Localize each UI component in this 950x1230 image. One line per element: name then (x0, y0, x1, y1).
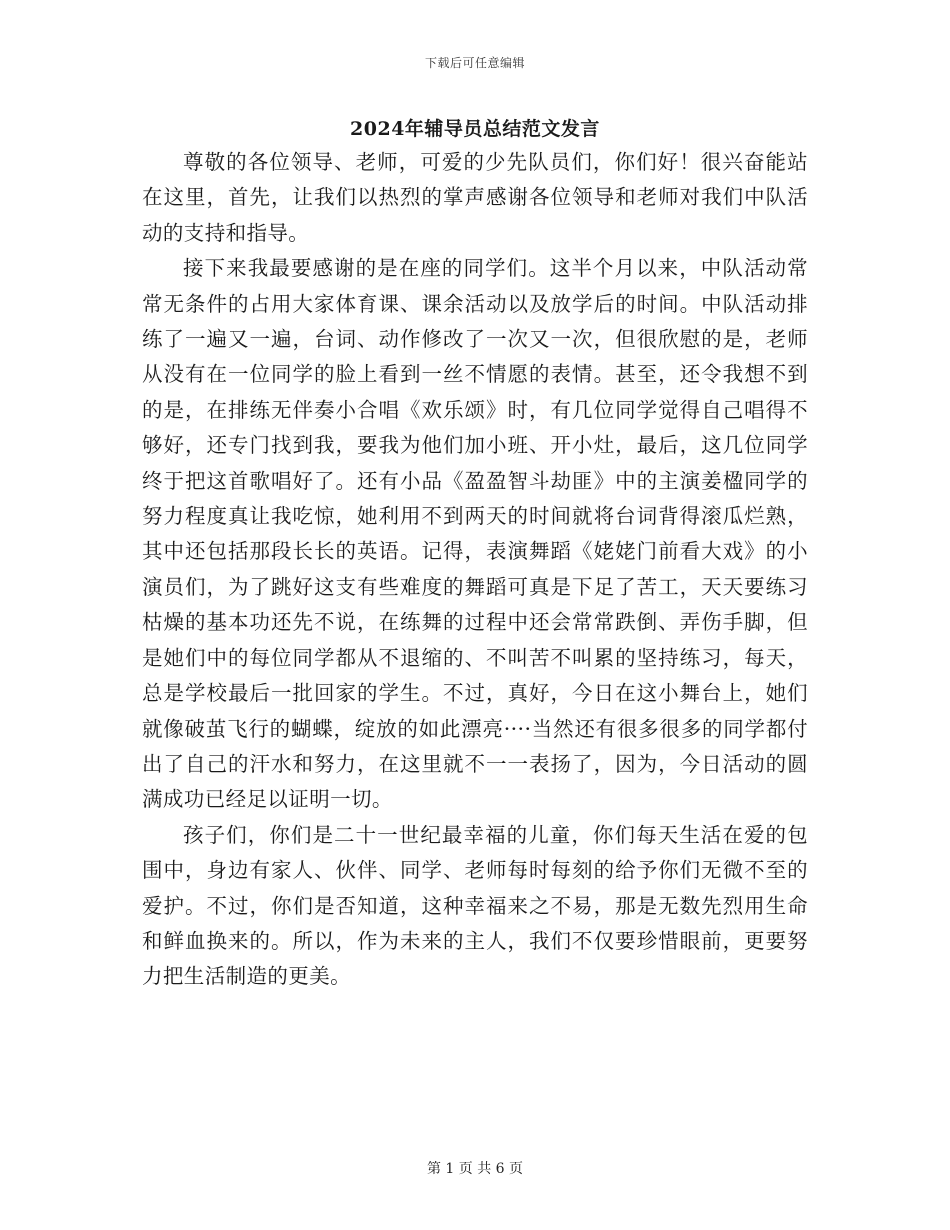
paragraph-thanks-students: 接下来我最要感谢的是在座的同学们。这半个月以来，中队活动常常无条件的占用大家体育课、课余活动以及放学后的时间。中队活动排练了一遍又一遍，台词、动作修改了一次又一次，但很欣慰的是，老师从没有在一位同学的脸上看到一丝不情愿的表情。甚至，还令我想不到的是，在排练无伴奏小合唱《欢乐颂》时，有几位同学觉得自己唱得不够好，还专门找到我，要我为他们加小班、开小灶，最后，这几位同学终于把这首歌唱好了。还有小品《盈盈智斗劫匪》中的主演姜楹同学的努力程度真让我吃惊，她利用不到两天的时间就将台词背得滚瓜烂熟，其中还包括那段长长的英语。记得，表演舞蹈《姥姥门前看大戏》的小演员们，为了跳好这支有些难度的舞蹈可真是下足了苦工，天天要练习枯燥的基本功还先不说，在练舞的过程中还会常常跌倒、弄伤手脚，但是她们中的每位同学都从不退缩的、不叫苦不叫累的坚持练习，每天，总是学校最后一批回家的学生。不过，真好，今日在这小舞台上，她们就像破茧飞行的蝴蝶，绽放的如此漂亮····当然还有很多很多的同学都付出了自己的汗水和努力，在这里就不一一表扬了，因为，今日活动的圆满成功已经足以证明一切。 (142, 256, 808, 812)
paragraph-closing: 孩子们，你们是二十一世纪最幸福的儿童，你们每天生活在爱的包围中，身边有家人、伙伴、同学、老师每时每刻的给予你们无微不至的爱护。不过，你们是否知道，这种幸福来之不易，那是无数先烈用生命和鲜血换来的。所以，作为未来的主人，我们不仅要珍惜眼前，更要努力把生活制造的更美。 (142, 822, 808, 989)
document-body (142, 145, 808, 995)
page-number-footer: 第 1 页 共 6 页 (426, 1161, 524, 1177)
paragraph-greeting: 尊敬的各位领导、老师，可爱的少先队员们，你们好！很兴奋能站在这里，首先，让我们以热烈的掌声感谢各位领导和老师对我们中队活动的支持和指导。 (142, 150, 808, 245)
document-title: 2024年辅导员总结范文发言 (350, 118, 600, 140)
header-note: 下载后可任意编辑 (424, 56, 525, 70)
